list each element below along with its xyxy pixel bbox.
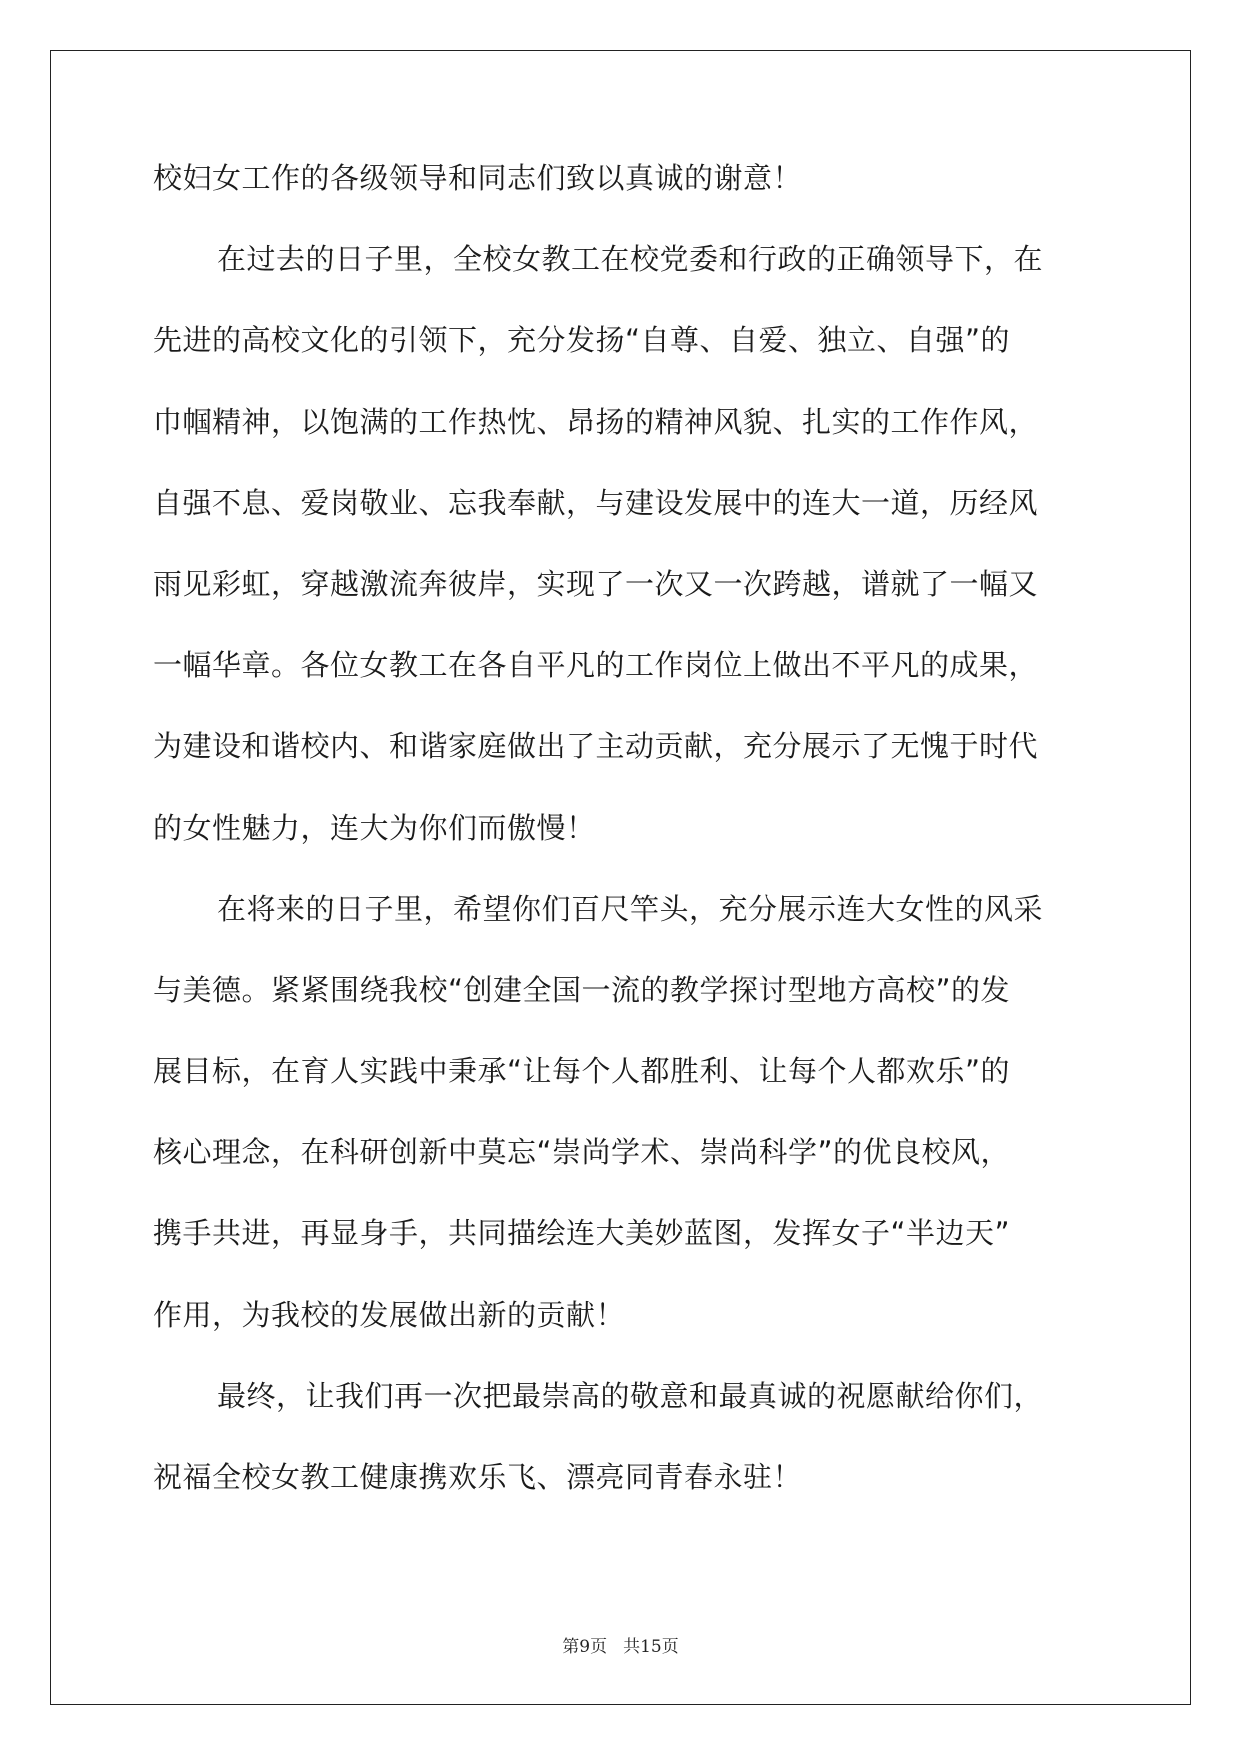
body-line: 一幅华章。各位女教工在各自平凡的工作岗位上做出不平凡的成果， <box>153 648 1039 683</box>
paragraph-start-line: 在将来的日子里，希望你们百尺竿头，充分展示连大女性的风采 <box>217 891 1044 926</box>
body-line: 雨见彩虹，穿越激流奔彼岸，实现了一次又一次跨越，谱就了一幅又 <box>153 566 1039 601</box>
body-line: 先进的高校文化的引领下，充分发扬“自尊、自爱、独立、自强”的 <box>153 323 1011 358</box>
body-line: 的女性魅力，连大为你们而傲慢！ <box>153 810 596 845</box>
page-number-current: 第9页 <box>562 1637 608 1657</box>
paragraph-start-line: 最终，让我们再一次把最崇高的敬意和最真诚的祝愿献给你们， <box>217 1378 1044 1413</box>
body-line: 为建设和谐校内、和谐家庭做出了主动贡献，充分展示了无愧于时代 <box>153 729 1039 764</box>
body-line: 展目标，在育人实践中秉承“让每个人都胜利、让每个人都欢乐”的 <box>153 1054 1011 1089</box>
document-body <box>153 163 1088 1543</box>
body-line: 作用，为我校的发展做出新的贡献！ <box>153 1297 626 1332</box>
body-line: 与美德。紧紧围绕我校“创建全国一流的教学探讨型地方高校”的发 <box>153 972 1011 1007</box>
body-line: 携手共进，再显身手，共同描绘连大美妙蓝图，发挥女子“半边天” <box>153 1216 1011 1251</box>
body-line: 自强不息、爱岗敬业、忘我奉献，与建设发展中的连大一道，历经风 <box>153 485 1039 520</box>
page-number-total: 共15页 <box>623 1637 679 1657</box>
paragraph-start-line: 在过去的日子里，全校女教工在校党委和行政的正确领导下，在 <box>217 242 1044 277</box>
body-line: 校妇女工作的各级领导和同志们致以真诚的谢意！ <box>153 161 803 195</box>
body-line: 祝福全校女教工健康携欢乐飞、漂亮同青春永驻！ <box>153 1460 803 1494</box>
body-line: 核心理念，在科研创新中莫忘“崇尚学术、崇尚科学”的优良校风， <box>153 1135 1011 1170</box>
body-line: 巾帼精神，以饱满的工作热忱、昂扬的精神风貌、扎实的工作作风， <box>153 404 1039 439</box>
page-footer <box>0 1632 1241 1657</box>
